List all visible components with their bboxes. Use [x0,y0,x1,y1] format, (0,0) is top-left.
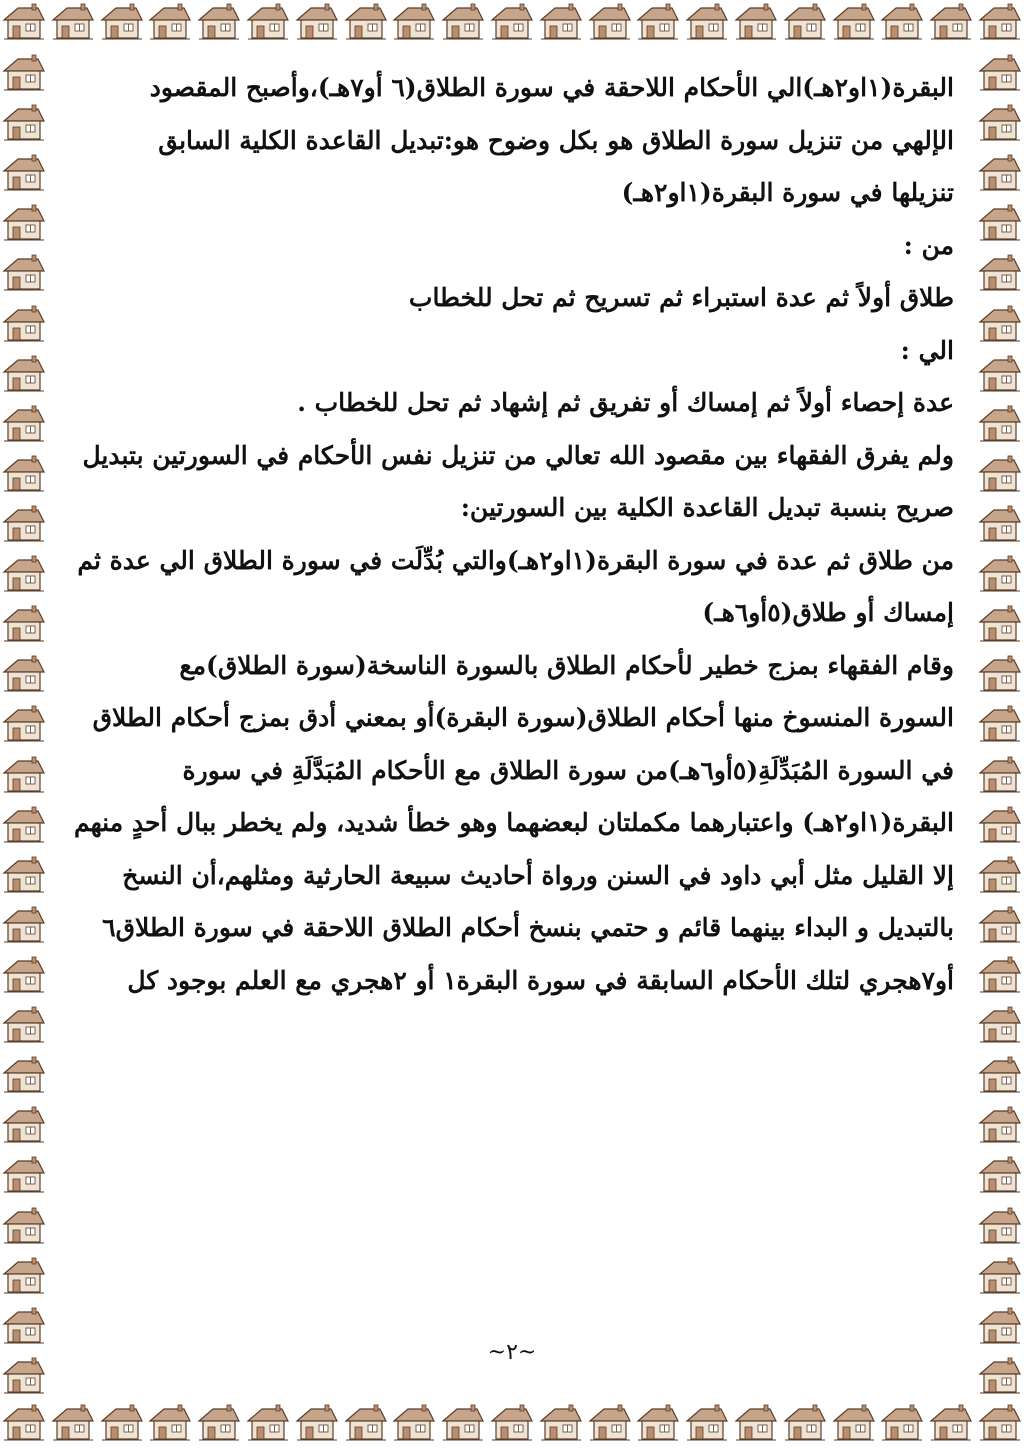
house-icon [978,203,1022,243]
house-icon [832,2,876,42]
text-line: بالتبديل و البداء بينهما قائم و حتمي بنسخ أحكام الطلاق اللاحقة في سورة الطلاق٦ [102,913,954,942]
house-icon [978,153,1022,193]
house-icon [295,2,339,42]
house-icon [2,955,46,995]
house-icon [2,1403,46,1443]
house-icon [2,855,46,895]
house-icon [978,654,1022,694]
house-icon [978,755,1022,795]
house-icon [2,1206,46,1246]
house-icon [2,604,46,644]
house-icon [978,905,1022,945]
house-icon [734,2,778,42]
text-line: صريح بنسبة تبديل القاعدة الكلية بين السورتين: [460,493,954,522]
house-icon [490,2,534,42]
house-icon [2,704,46,744]
house-icon [685,1403,729,1443]
house-icon [148,2,192,42]
house-icon [588,2,632,42]
house-icon [978,504,1022,544]
house-icon [880,1403,924,1443]
house-icon [783,1403,827,1443]
text-line: طلاق أولاً ثم عدة استبراء ثم تسريح ثم تحل للخطاب [408,283,954,312]
house-icon [539,2,583,42]
house-icon [978,704,1022,744]
house-icon [2,454,46,494]
house-icon [2,1105,46,1145]
house-icon [636,2,680,42]
house-icon [197,1403,241,1443]
text-line: في السورة المُبَدِّلَةِ(٥أو٦هـ)من سورة الطلاق مع الأحكام المُبَدَّلَةِ في سورة [182,755,954,785]
house-icon [978,1206,1022,1246]
house-icon [832,1403,876,1443]
house-icon [978,253,1022,293]
house-icon [978,103,1022,143]
house-icon [392,1403,436,1443]
house-icon [978,1256,1022,1296]
border-bottom [0,1401,1024,1449]
house-icon [978,805,1022,845]
house-icon [636,1403,680,1443]
house-icon [978,554,1022,594]
text-line: من طلاق ثم عدة في سورة البقرة(١او٢هـ)والتي بُدِّلَت في سورة الطلاق الي عدة ثم [77,545,954,575]
house-icon [978,304,1022,344]
house-icon [978,1403,1022,1443]
document-body [70,62,954,1392]
house-icon [539,1403,583,1443]
house-icon [685,2,729,42]
text-line: من : [903,230,954,260]
house-icon [2,1256,46,1296]
house-icon [978,1005,1022,1045]
house-icon [880,2,924,42]
house-icon [2,103,46,143]
house-icon [2,304,46,344]
house-icon [51,1403,95,1443]
text-line: إلا القليل مثل أبي داود في السنن ورواة أحاديث سبيعة الحارثية ومثلهم،أن النسخ [122,860,954,890]
house-icon [2,554,46,594]
house-icon [2,805,46,845]
house-icon [246,2,290,42]
house-icon [929,1403,973,1443]
house-icon [978,604,1022,644]
house-icon [978,2,1022,42]
border-left [0,48,48,1401]
house-icon [100,1403,144,1443]
text-line: السورة المنسوخ منها أحكام الطلاق(سورة البقرة)أو بمعني أدق بمزج أحكام الطلاق [92,703,954,732]
text-line: البقرة(١او٢هـ) واعتبارهما مكملتان لبعضهما وهو خطأ شديد، ولم يخطر ببال أحدٍ منهم [74,808,954,837]
page-number: ~٢~ [487,1340,537,1365]
house-icon [441,1403,485,1443]
house-icon [51,2,95,42]
house-icon [295,1403,339,1443]
house-icon [2,654,46,694]
border-top [0,0,1024,48]
text-line: الي : [900,335,954,365]
text-line: وقام الفقهاء بمزج خطير لأحكام الطلاق بالسورة الناسخة(سورة الطلاق)مع [179,650,954,680]
house-icon [978,404,1022,444]
text-line: أو٧هجري لتلك الأحكام السابقة في سورة البقرة١ أو ٢هجري مع العلم بوجود كل [127,965,954,995]
text-line: البقرة(١او٢هـ)الي الأحكام اللاحقة في سورة الطلاق(٦ أو٧هـ)،وأصبح المقصود [149,73,954,102]
house-icon [2,404,46,444]
house-icon [978,354,1022,394]
house-icon [344,1403,388,1443]
house-icon [2,905,46,945]
text-line: إمساك أو طلاق(٥أو٦هـ) [702,598,954,627]
house-icon [783,2,827,42]
house-icon [978,53,1022,93]
house-icon [344,2,388,42]
house-icon [2,504,46,544]
house-icon [441,2,485,42]
house-icon [392,2,436,42]
house-icon [978,955,1022,995]
house-icon [2,1005,46,1045]
house-icon [2,53,46,93]
house-icon [2,755,46,795]
text-line: تنزيلها في سورة البقرة(١او٢هـ) [621,178,954,207]
house-icon [978,454,1022,494]
house-icon [2,253,46,293]
house-icon [978,1155,1022,1195]
house-icon [2,153,46,193]
house-icon [2,203,46,243]
house-icon [2,2,46,42]
house-icon [2,1155,46,1195]
text-line: عدة إحصاء أولاً ثم إمساك أو تفريق ثم إشهاد ثم تحل للخطاب . [297,388,954,417]
text-line: ولم يفرق الفقهاء بين مقصود الله تعالي من تنزيل نفس الأحكام في السورتين بتبديل [82,440,954,470]
house-icon [100,2,144,42]
house-icon [929,2,973,42]
house-icon [2,354,46,394]
house-icon [734,1403,778,1443]
house-icon [148,1403,192,1443]
border-right [976,48,1024,1401]
house-icon [246,1403,290,1443]
house-icon [2,1055,46,1095]
house-icon [978,1055,1022,1095]
house-icon [978,855,1022,895]
house-icon [588,1403,632,1443]
text-line: الإلهي من تنزيل سورة الطلاق هو بكل وضوح هو:تبديل القاعدة الكلية السابق [158,125,954,155]
house-icon [197,2,241,42]
house-icon [490,1403,534,1443]
house-icon [978,1105,1022,1145]
